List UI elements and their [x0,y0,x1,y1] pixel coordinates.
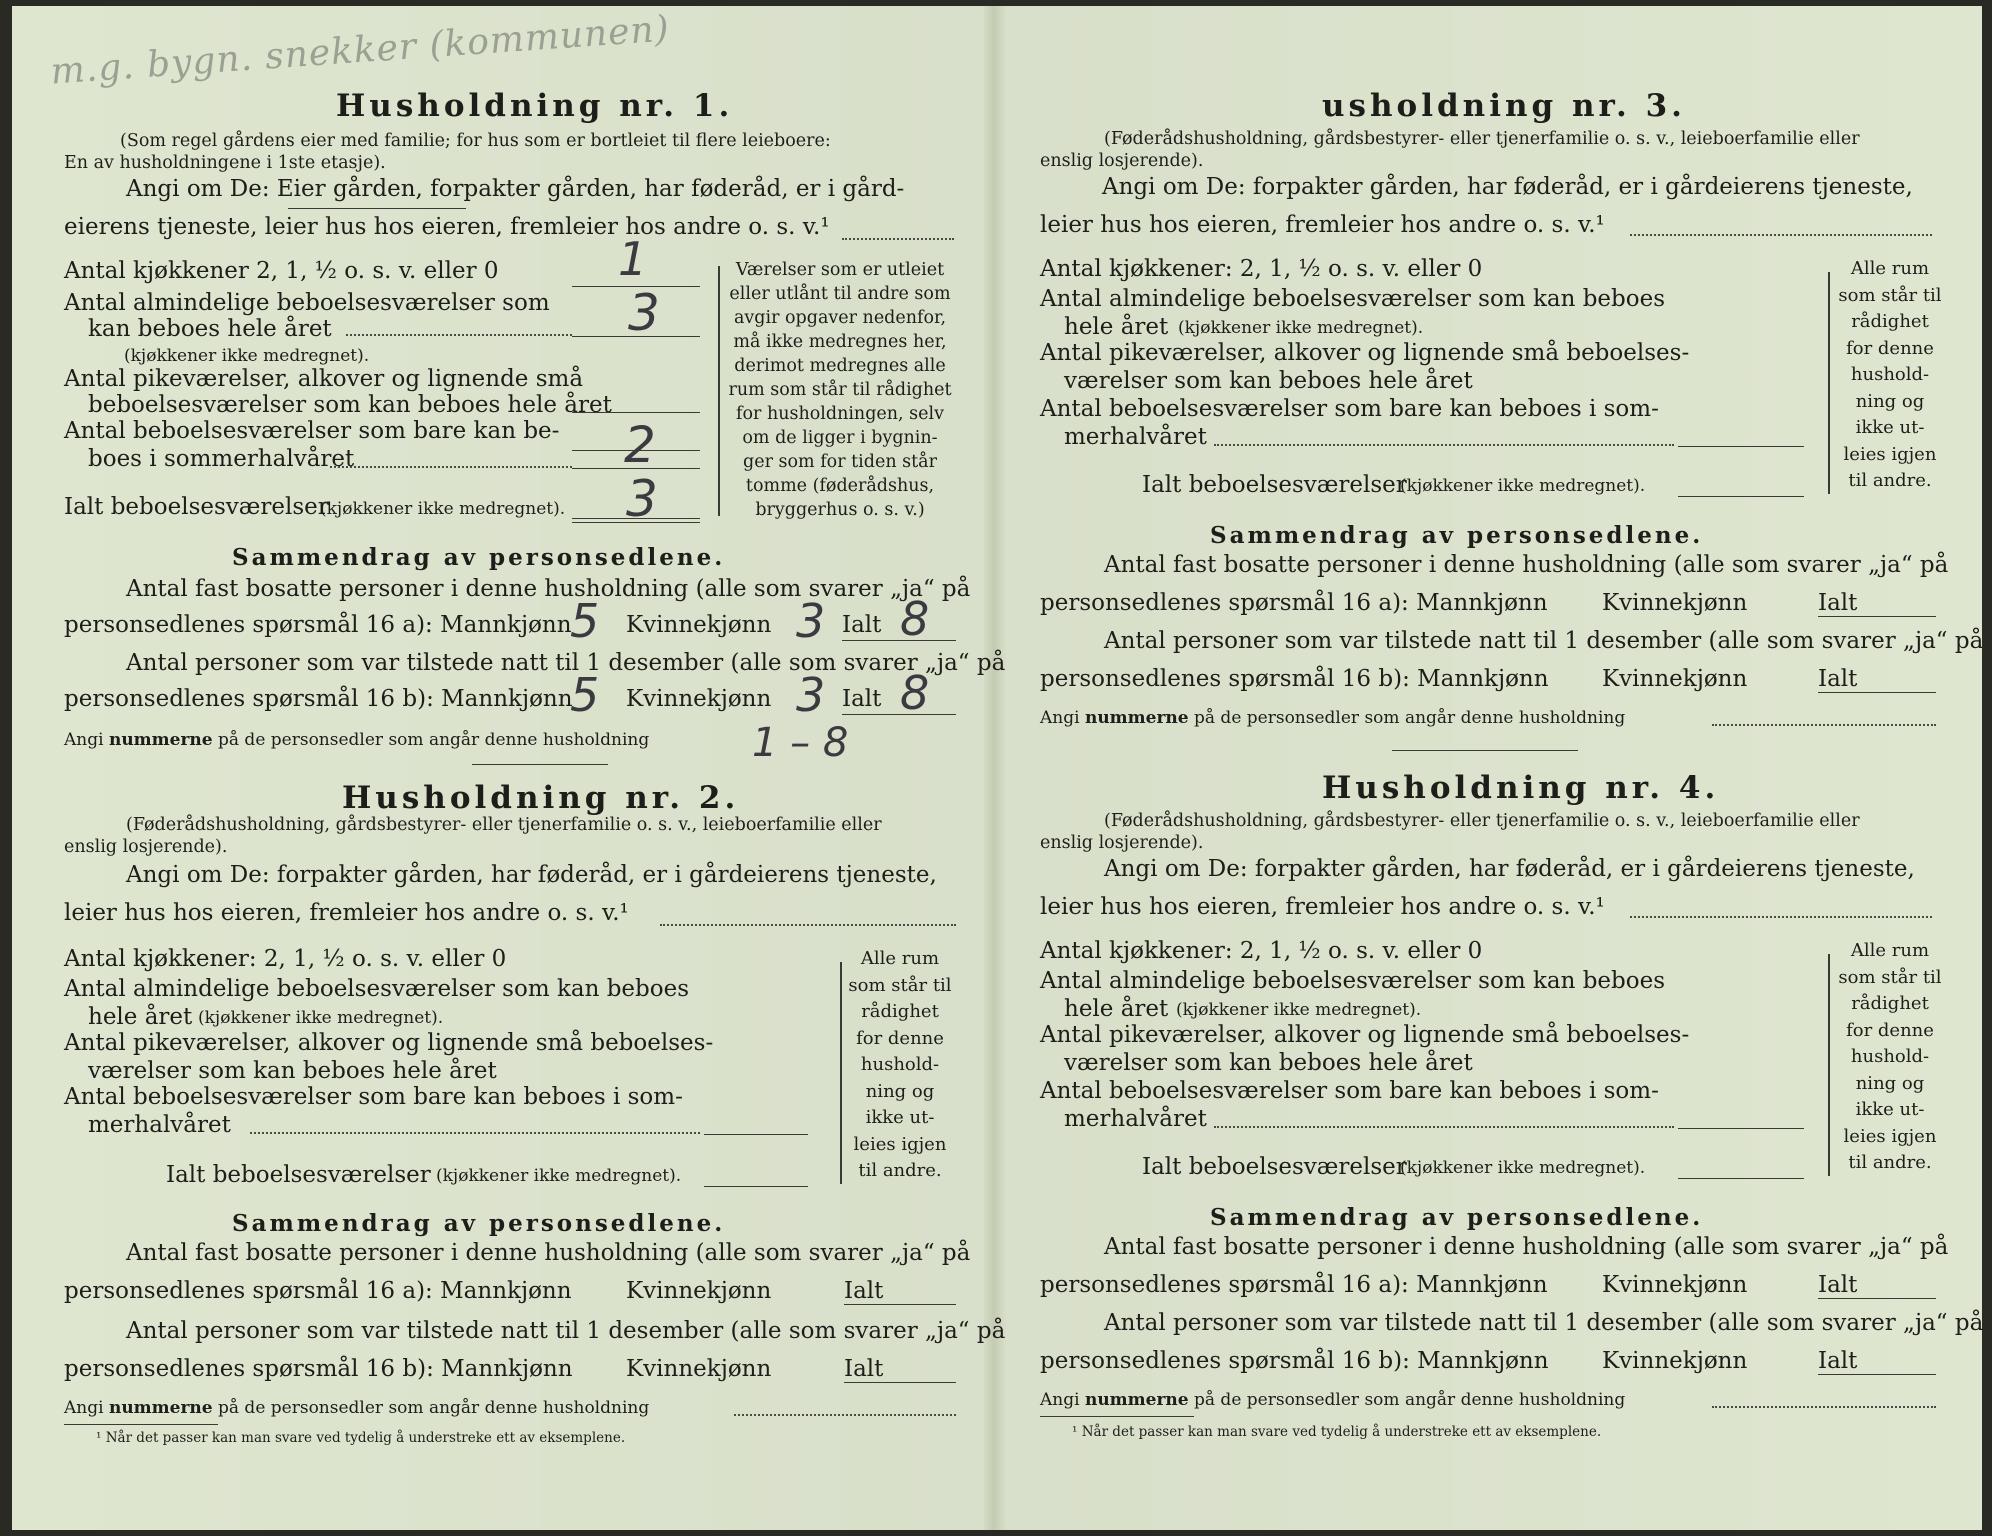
h3-kjokkener: Antal kjøkkener: 2, 1, ½ o. s. v. eller 0 [1040,256,1483,282]
h2-sum-a-2: personsedlenes spørsmål 16 a): Mannkjønn [64,1278,572,1304]
h2-ialt-note: (kjøkkener ikke medregnet). [436,1166,682,1186]
h3-sum-a-1: Antal fast bosatte personer i denne husholdning (alle som svarer „ja“ på [1104,552,1949,578]
h1-sum-b-1: Antal personer som var tilstede natt til 1 desember (alle som svarer „ja“ på [126,650,1006,676]
h2-nummer-line: Angi nummerne på de personsedler som angår denne husholdning [64,1398,650,1418]
h1-note-2: En av husholdningene i 1ste etasje). [64,153,386,173]
h3-ialt-note: (kjøkkener ikke medregnet). [1400,476,1646,496]
h4-sum-a-1: Antal fast bosatte personer i denne husholdning (alle som svarer „ja“ på [1104,1234,1949,1260]
h1-pike-2: beboelsesværelser som kan beboes hele året [88,392,612,418]
h4-kjokkener: Antal kjøkkener: 2, 1, ½ o. s. v. eller 0 [1040,938,1483,964]
h2-alm-3: (kjøkkener ikke medregnet). [198,1008,444,1028]
h4-sum-title: Sammendrag av personsedlene. [1210,1204,1704,1231]
h2-sum-b-2: personsedlenes spørsmål 16 b): Mannkjønn [64,1356,573,1382]
h1-b-ialt-label: Ialt [842,686,882,712]
h1-b-mann-value: 5 [570,668,600,722]
h3-angi-1: Angi om De: forpakter gården, har føderåd, er i gårdeierens tjeneste, [1102,174,1913,200]
h3-pike-2: værelser som kan beboes hele året [1064,368,1473,394]
h3-alm-3: (kjøkkener ikke medregnet). [1178,318,1424,338]
h1-a-ialt-label: Ialt [842,612,882,638]
h4-ialt: Ialt beboelsesværelser [1142,1154,1407,1180]
h1-angi-2: eierens tjeneste, leier hus hos eieren, fremleier hos andre o. s. v.¹ [64,214,830,240]
h3-sum-b-1: Antal personer som var tilstede natt til 1 desember (alle som svarer „ja“ på [1104,628,1984,654]
h3-b-kvinne-label: Kvinnekjønn [1602,666,1748,692]
h4-sum-a-2: personsedlenes spørsmål 16 a): Mannkjønn [1040,1272,1548,1298]
pencil-scribble: m.g. bygn. snekker (kommunen) [49,8,671,93]
h1-alm-2: kan beboes hele året [88,316,332,342]
h3-alm-2: hele året [1064,314,1169,340]
h2-note-1: (Føderådshusholdning, gårdsbestyrer- eller tjenerfamilie o. s. v., leieboerfamilie eller [126,815,882,835]
h3-ialt: Ialt beboelsesværelser [1142,472,1407,498]
h1-sum-a-2: personsedlenes spørsmål 16 a): Mannkjønn [64,612,572,638]
h2-b-ialt-label: Ialt [844,1356,884,1382]
h1-ialt: Ialt beboelsesværelser [64,494,329,520]
h1-eier-underline [288,208,466,209]
h1-a-kvinne-label: Kvinnekjønn [626,612,772,638]
h1-sum-b-2: personsedlenes spørsmål 16 b): Mannkjønn [64,686,573,712]
footnote-right: ¹ Når det passer kan man svare ved tydelig å understreke ett av eksemplene. [1072,1424,1602,1440]
h1-alm-1: Antal almindelige beboelsesværelser som [64,290,550,316]
h4-angi-2: leier hus hos eieren, fremleier hos andre o. s. v.¹ [1040,894,1605,920]
h2-kjokkener: Antal kjøkkener: 2, 1, ½ o. s. v. eller 0 [64,946,507,972]
h4-title: Husholdning nr. 4. [1322,770,1720,806]
h3-sum-a-2: personsedlenes spørsmål 16 a): Mannkjønn [1040,590,1548,616]
h2-som-2: merhalvåret [88,1112,231,1138]
h4-pike-1: Antal pikeværelser, alkover og lignende små beboelses- [1040,1022,1690,1048]
h3-a-ialt-label: Ialt [1818,590,1858,616]
h3-nummer-line: Angi nummerne på de personsedler som angår denne husholdning [1040,708,1626,728]
h1-angi-fill [842,238,954,240]
h4-alm-3: (kjøkkener ikke medregnet). [1176,1000,1422,1020]
h3-b-ialt-label: Ialt [1818,666,1858,692]
h4-note-1: (Føderådshusholdning, gårdsbestyrer- eller tjenerfamilie o. s. v., leieboerfamilie eller [1104,811,1860,831]
h2-pike-1: Antal pikeværelser, alkover og lignende små beboelses- [64,1030,714,1056]
h2-ialt: Ialt beboelsesværelser [166,1162,431,1188]
h1-sum-a-1: Antal fast bosatte personer i denne husholdning (alle som svarer „ja“ på [126,576,971,602]
h3-note-1: (Føderådshusholdning, gårdsbestyrer- eller tjenerfamilie o. s. v., leieboerfamilie eller [1104,129,1860,149]
h1-som-2: boes i sommerhalvåret [88,446,355,472]
h1-alm-3: (kjøkkener ikke medregnet). [124,346,370,366]
h2-alm-2: hele året [88,1004,193,1030]
h4-alm-1: Antal almindelige beboelsesværelser som kan beboes [1040,968,1666,994]
h3-alm-1: Antal almindelige beboelsesværelser som kan beboes [1040,286,1666,312]
h4-b-ialt-label: Ialt [1818,1348,1858,1374]
h1-b-ialt-value: 8 [900,666,930,720]
h2-a-ialt-label: Ialt [844,1278,884,1304]
h4-a-ialt-label: Ialt [1818,1272,1858,1298]
h4-som-1: Antal beboelsesværelser som bare kan beboes i som- [1040,1078,1659,1104]
h4-sum-b-1: Antal personer som var tilstede natt til 1 desember (alle som svarer „ja“ på [1104,1310,1984,1336]
h3-som-2: merhalvåret [1064,424,1207,450]
h1-nummer-value: 1 – 8 [752,720,849,766]
h3-pike-1: Antal pikeværelser, alkover og lignende små beboelses- [1040,340,1690,366]
footnote-left: ¹ Når det passer kan man svare ved tydelig å understreke ett av eksemplene. [96,1430,626,1446]
h4-alm-2: hele året [1064,996,1169,1022]
h3-side-note: Alle rum som står til rådighet for denne hushold- ning og ikke ut- leies igjen til andre. [1838,258,1942,491]
h3-title: usholdning nr. 3. [1322,88,1686,124]
h4-ialt-note: (kjøkkener ikke medregnet). [1400,1158,1646,1178]
h1-b-kvinne-value: 3 [796,668,826,722]
h1-kjokkener: Antal kjøkkener 2, 1, ½ o. s. v. eller 0 [64,258,499,284]
h2-som-1: Antal beboelsesværelser som bare kan beboes i som- [64,1084,683,1110]
h4-note-2: enslig losjerende). [1040,833,1204,853]
h3-note-2: enslig losjerende). [1040,151,1204,171]
h4-som-2: merhalvåret [1064,1106,1207,1132]
h4-side-note: Alle rum som står til rådighet for denne hushold- ning og ikke ut- leies igjen til andre. [1838,940,1942,1173]
h4-b-kvinne-label: Kvinnekjønn [1602,1348,1748,1374]
h3-angi-2: leier hus hos eieren, fremleier hos andre o. s. v.¹ [1040,212,1605,238]
h2-sum-a-1: Antal fast bosatte personer i denne husholdning (alle som svarer „ja“ på [126,1240,971,1266]
h1-note-1: (Som regel gårdens eier med familie; for hus som er bortleiet til flere leieboere: [120,131,831,151]
h2-side-note: Alle rum som står til rådighet for denne hushold- ning og ikke ut- leies igjen til andre. [848,948,952,1181]
h1-som-value: 2 [624,416,656,474]
h1-sum-title: Sammendrag av personsedlene. [232,544,726,571]
h3-som-1: Antal beboelsesværelser som bare kan beboes i som- [1040,396,1659,422]
h2-pike-2: værelser som kan beboes hele året [88,1058,497,1084]
h4-a-kvinne-label: Kvinnekjønn [1602,1272,1748,1298]
page-fold [984,6,1006,1530]
h1-som-1: Antal beboelsesværelser som bare kan be- [64,418,560,444]
h1-ialt-value: 3 [626,470,658,528]
h1-nummer-line: Angi nummerne på de personsedler som angår denne husholdning [64,730,650,750]
h2-note-2: enslig losjerende). [64,837,228,857]
h1-pike-1: Antal pikeværelser, alkover og lignende små [64,366,584,392]
h3-a-kvinne-label: Kvinnekjønn [1602,590,1748,616]
h1-title: Husholdning nr. 1. [336,88,734,124]
h1-side-note: Værelser som er utleiet eller utlånt til andre som avgir opgaver nedenfor, må ikke medregnes her, derimot medregnes alle rum som står til rådighet for husholdningen, selv om de ligger i bygnin- ger som for tiden står tomme (føderådshus, bryggerhus o. s. v.) [728,260,952,520]
h2-alm-1: Antal almindelige beboelsesværelser som kan beboes [64,976,690,1002]
h2-angi-1: Angi om De: forpakter gården, har føderåd, er i gårdeierens tjeneste, [126,862,937,888]
h2-title: Husholdning nr. 2. [342,780,740,816]
h3-sum-title: Sammendrag av personsedlene. [1210,522,1704,549]
h2-sum-b-1: Antal personer som var tilstede natt til 1 desember (alle som svarer „ja“ på [126,1318,1006,1344]
h2-b-kvinne-label: Kvinnekjønn [626,1356,772,1382]
h1-b-kvinne-label: Kvinnekjønn [626,686,772,712]
h4-pike-2: værelser som kan beboes hele året [1064,1050,1473,1076]
h4-sum-b-2: personsedlenes spørsmål 16 b): Mannkjønn [1040,1348,1549,1374]
h1-a-ialt-value: 8 [900,592,930,646]
h1-a-kvinne-value: 3 [796,594,826,648]
h1-a-mann-value: 5 [570,594,600,648]
h4-nummer-line: Angi nummerne på de personsedler som angår denne husholdning [1040,1390,1626,1410]
h1-alm-value: 3 [628,284,660,342]
h4-angi-1: Angi om De: forpakter gården, har føderåd, er i gårdeierens tjeneste, [1104,856,1915,882]
h3-sum-b-2: personsedlenes spørsmål 16 b): Mannkjønn [1040,666,1549,692]
h2-sum-title: Sammendrag av personsedlene. [232,1210,726,1237]
h2-a-kvinne-label: Kvinnekjønn [626,1278,772,1304]
h1-kjokkener-value: 1 [618,232,648,286]
h2-angi-2: leier hus hos eieren, fremleier hos andre o. s. v.¹ [64,900,629,926]
h1-ialt-note: (kjøkkener ikke medregnet). [320,499,566,519]
h1-angi-1: Angi om De: Eier gården, forpakter gården, har føderåd, er i gård- [126,176,905,202]
